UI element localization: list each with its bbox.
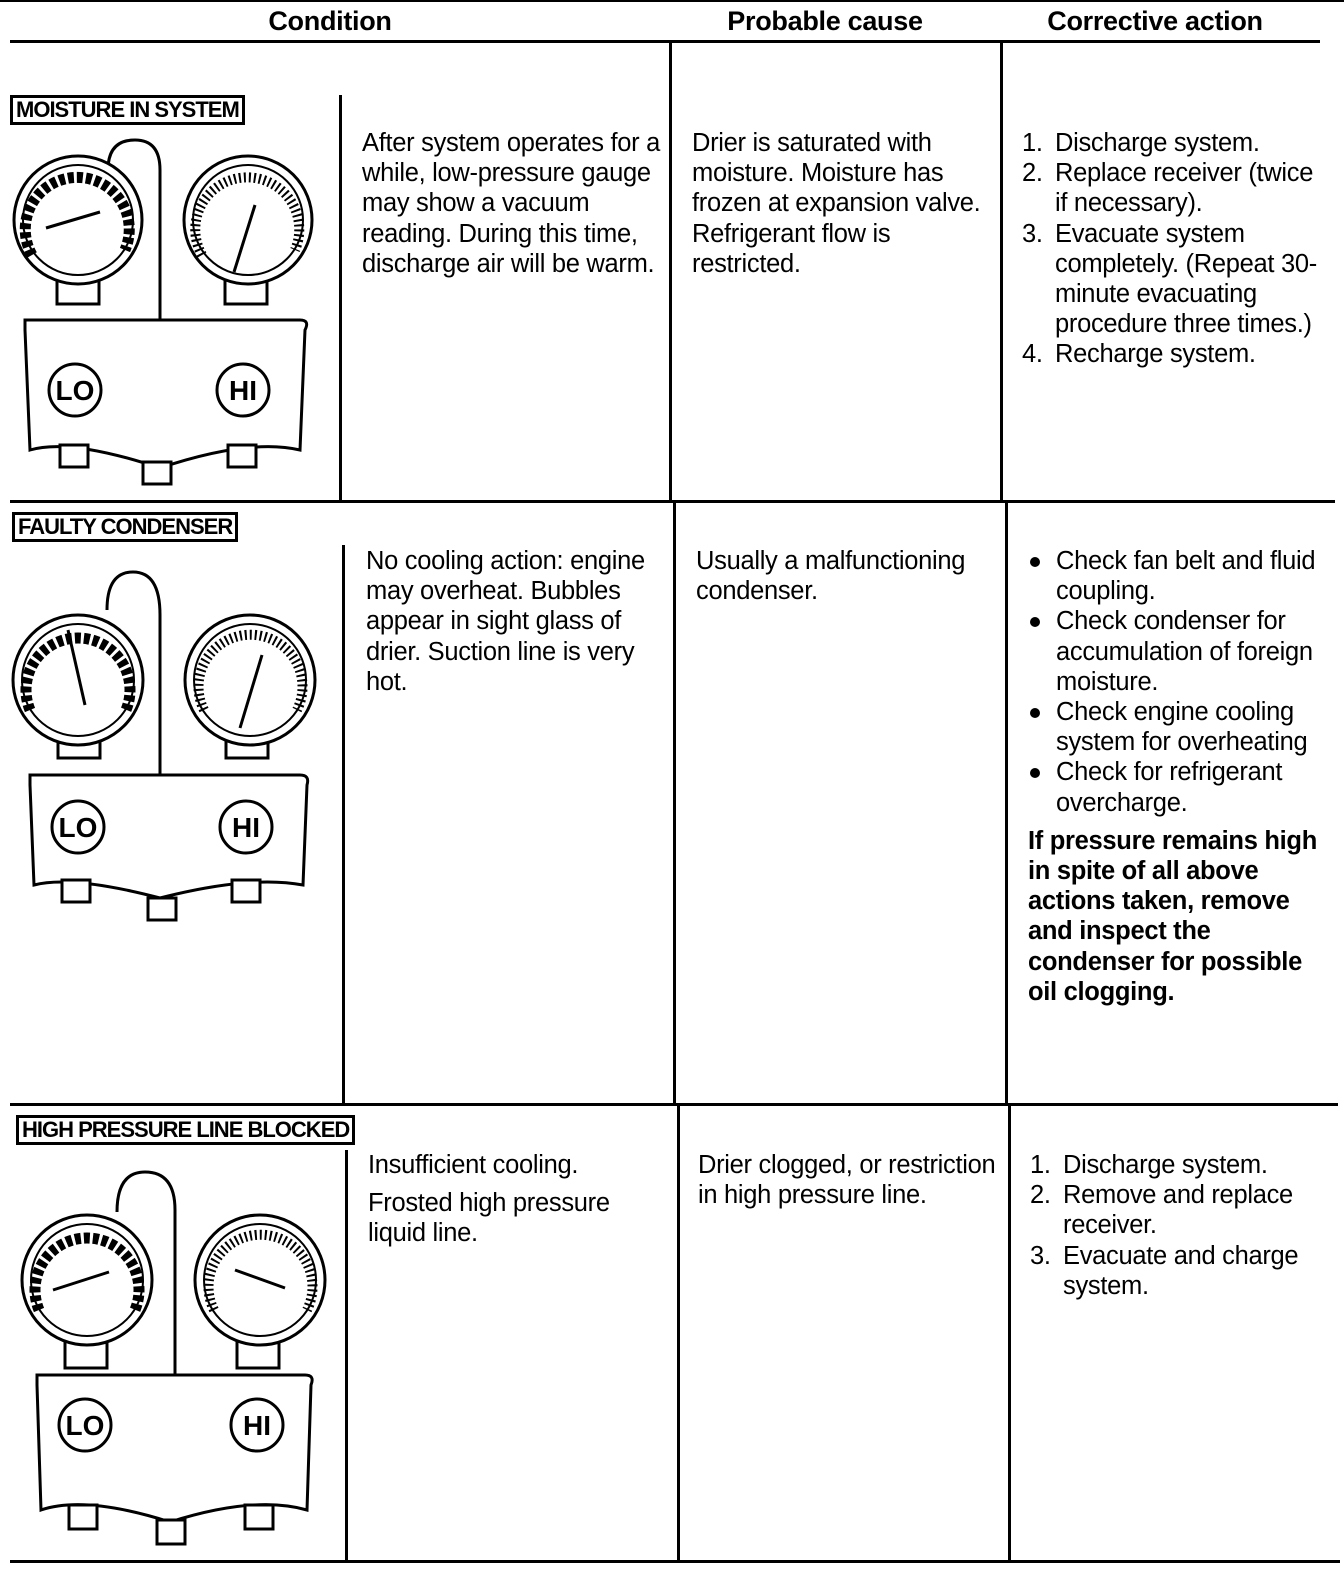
hi-label: HI xyxy=(243,1410,271,1441)
action-step: 3. Evacuate system completely. (Repeat 30-minute evacuating procedure three times.) xyxy=(1022,219,1317,339)
header-top-rule xyxy=(0,0,1344,2)
action-step: 1. Discharge system. xyxy=(1022,129,1260,157)
gauge-manifold-moisture xyxy=(0,100,330,500)
row2-cause: Usually a malfunctioning condenser. xyxy=(696,547,966,606)
action-step: 2. Remove and replace receiver. xyxy=(1030,1181,1293,1240)
lo-label: LO xyxy=(65,1410,105,1441)
hi-label: HI xyxy=(229,375,257,406)
row3-actions xyxy=(1030,1150,1325,1301)
header-corrective-action: Corrective action xyxy=(1047,6,1263,36)
action-step: 4. Recharge system. xyxy=(1022,340,1256,369)
lo-label: LO xyxy=(55,375,95,406)
col-divider-action-2 xyxy=(1005,500,1008,1103)
row1-condition xyxy=(362,128,662,279)
lo-label: LO xyxy=(58,812,98,843)
row3-condition xyxy=(368,1150,668,1249)
gauge-manifold-condenser xyxy=(0,540,330,940)
hi-label: HI xyxy=(232,812,260,843)
action-note: If pressure remains high in spite of all above actions taken, remove and inspect the condenser for possible oil clogging. xyxy=(1028,826,1317,1006)
col-divider-cause-3 xyxy=(677,1103,680,1560)
col-divider-condition-2 xyxy=(342,545,345,1103)
col-divider-condition-1 xyxy=(339,95,342,500)
condition-text: No cooling action: engine may overheat. Bubbles appear in sight glass of drier. Suction line is very hot. xyxy=(366,547,645,696)
row-label-faulty-condenser: FAULTY CONDENSER xyxy=(12,512,238,542)
action-step: 2. Replace receiver (twice if necessary). xyxy=(1022,159,1314,218)
row2-condition xyxy=(366,546,666,697)
action-step: 1. Discharge system. xyxy=(1030,1151,1268,1179)
header-condition: Condition xyxy=(268,6,392,36)
col-divider-condition-3 xyxy=(345,1150,348,1560)
action-bullet: Check fan belt and fluid coupling. xyxy=(1028,546,1328,606)
action-step: 3. Evacuate and charge system. xyxy=(1030,1241,1299,1300)
action-bullet: Check for refrigerant overcharge. xyxy=(1028,757,1328,817)
row-label-high-pressure-blocked: HIGH PRESSURE LINE BLOCKED xyxy=(16,1115,355,1145)
col-divider-cause-1 xyxy=(669,40,672,500)
col-divider-action-3 xyxy=(1008,1103,1011,1560)
header-probable-cause: Probable cause xyxy=(727,6,923,36)
row-label-moisture: MOISTURE IN SYSTEM xyxy=(10,95,245,125)
row1-actions xyxy=(1022,128,1322,370)
action-bullet: Check condenser for accumulation of foreign moisture. xyxy=(1028,606,1328,697)
row3-cause: Drier clogged, or restriction in high pressure line. xyxy=(698,1151,996,1210)
gauge-manifold-blocked xyxy=(5,1150,335,1570)
col-divider-cause-2 xyxy=(673,500,676,1103)
condition-text: Insufficient cooling. xyxy=(368,1151,579,1179)
row1-cause: Drier is saturated with moisture. Moisture has frozen at expansion valve. Refrigerant flow is restricted. xyxy=(692,129,981,278)
condition-text: Frosted high pressure liquid line. xyxy=(368,1189,610,1248)
condition-text: After system operates for a while, low-pressure gauge may show a vacuum reading. During this time, discharge air will be warm. xyxy=(362,129,661,278)
header-bottom-rule xyxy=(10,40,1320,43)
row-divider-2 xyxy=(10,1103,1338,1106)
row2-actions xyxy=(1028,546,1328,1007)
action-bullet: Check engine cooling system for overheating xyxy=(1028,697,1328,757)
col-divider-action-1 xyxy=(1000,40,1003,500)
